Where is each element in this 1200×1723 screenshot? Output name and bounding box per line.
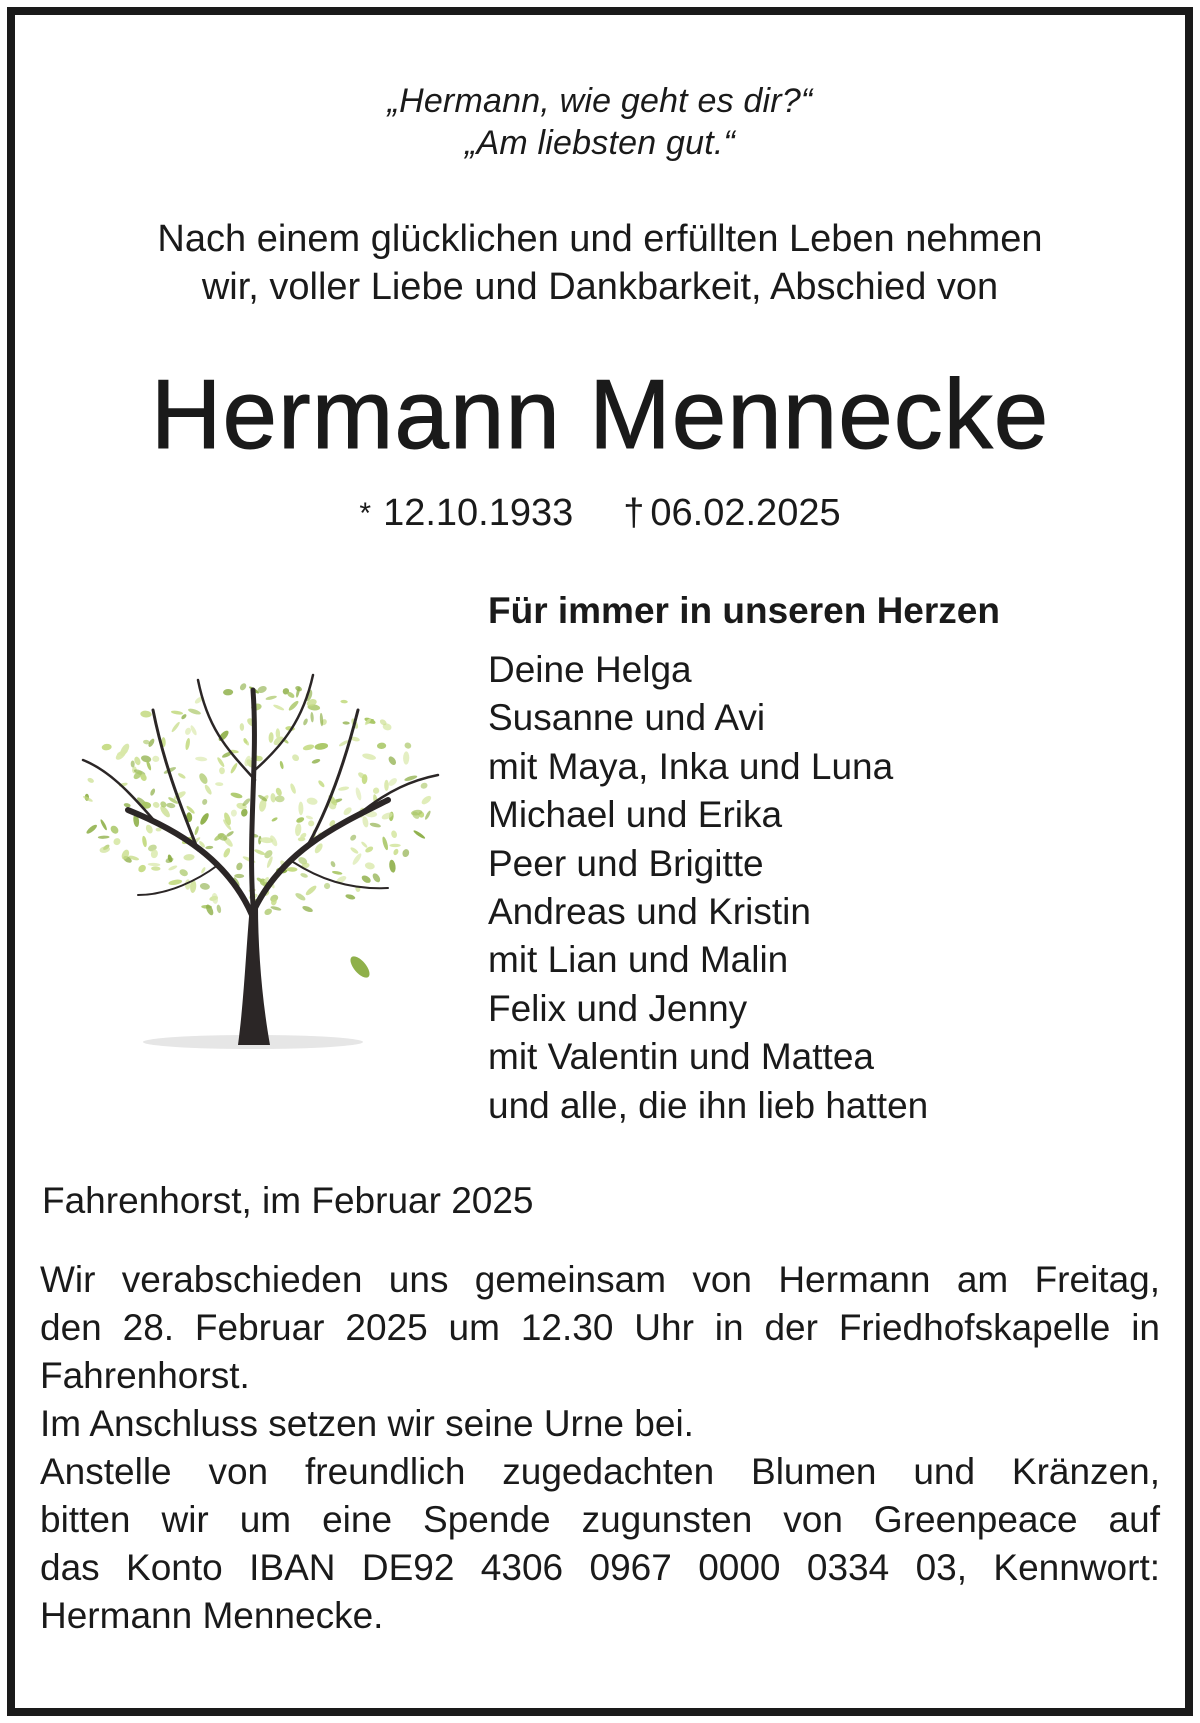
tree-leaf (420, 794, 432, 806)
tree-leaf (140, 710, 152, 718)
tree-leaf (381, 836, 389, 851)
tree-leaf (99, 819, 108, 831)
tree-leaf (360, 874, 372, 885)
funeral-line: Wir verabschieden uns gemeinsam von Hermann am Freitag, (40, 1259, 1160, 1300)
tree-leaf (223, 689, 233, 696)
mourner-line: Felix und Jenny (488, 987, 748, 1029)
tree-leaf (240, 808, 248, 817)
funeral-paragraph-end (40, 1352, 1160, 1448)
tree-leaf (360, 841, 368, 849)
mourners-list (488, 646, 928, 1130)
tree-leaf (302, 743, 315, 751)
tree-leaf (185, 738, 191, 751)
donation-paragraph-end (40, 1592, 1160, 1640)
tree-leaf (265, 695, 277, 701)
tree-leaf (98, 835, 110, 839)
tree-leaf (424, 810, 432, 821)
tree-leaf (332, 870, 343, 875)
tree-leaf (403, 751, 409, 764)
tree-leaf (323, 882, 331, 890)
place-date: Fahrenhorst, im Februar 2025 (42, 1180, 534, 1221)
tree-leaf (404, 741, 413, 749)
tree-leaf (389, 844, 400, 847)
mourner-line: Michael und Erika (488, 794, 783, 836)
tree-illustration (58, 650, 458, 1060)
tree-leaf (287, 700, 299, 712)
tree-leaf (294, 892, 306, 902)
tree-leaf (392, 848, 399, 856)
tree-leaf (195, 756, 208, 761)
tree-leaf (302, 905, 314, 914)
tree-leaf (223, 812, 233, 826)
tree-leaf (387, 777, 398, 788)
tree-leaf (294, 823, 302, 836)
tree-leaf (298, 802, 303, 816)
quote-line-1: „Hermann, wie geht es dir?“ (387, 82, 813, 120)
tree-leaf (295, 816, 305, 824)
death-date: 06.02.2025 (650, 492, 841, 534)
tree-leaf (140, 754, 152, 763)
falling-leaf (347, 953, 373, 981)
mourner-line: Susanne und Avi (488, 697, 766, 739)
tree-leaf (287, 867, 298, 872)
donation-line: Anstelle von freundlich zugedachten Blumen und Kränzen, (40, 1451, 1160, 1492)
tree-leaf (141, 836, 147, 848)
donation-paragraph (40, 1448, 1160, 1592)
tree-leaf (314, 742, 328, 750)
tree-leaf (364, 862, 375, 871)
tree-leaf (177, 772, 186, 780)
tree-leaf (216, 756, 225, 767)
tree-leaf (187, 707, 201, 715)
tree-leaf (254, 848, 266, 856)
tree-leaf (306, 797, 318, 806)
tree-leaf (268, 732, 274, 743)
tree-leaf (361, 816, 369, 828)
tree-leaf (148, 863, 161, 867)
tree-leaf (112, 837, 122, 847)
tree-leaf (199, 882, 210, 890)
tree-leaf (219, 767, 225, 774)
tree-leaf (201, 798, 208, 805)
urn-line: Im Anschluss setzen wir seine Urne bei. (40, 1403, 694, 1444)
tree-leaf (305, 815, 313, 820)
death-symbol: † (623, 492, 645, 534)
quote-line-2: „Am liebsten gut.“ (464, 124, 736, 162)
tree-leaf (377, 742, 387, 749)
tree-leaf (387, 755, 397, 766)
tree-leaf (302, 718, 308, 726)
tree-leaf (362, 752, 377, 761)
donation-line: Hermann Mennecke. (40, 1595, 384, 1636)
tree-leaf (152, 756, 159, 763)
tree-leaf (216, 904, 222, 913)
tree-leaf (342, 721, 349, 725)
tree-leaf (289, 783, 297, 795)
tree-leaf (275, 796, 285, 803)
tree-leaf (151, 866, 161, 871)
tree-leaf (338, 786, 350, 792)
tree-leaf (198, 772, 210, 785)
mourner-line: mit Valentin und Mattea (488, 1036, 874, 1078)
tree-leaf (194, 826, 200, 836)
tree-leaf (340, 700, 348, 704)
tree-leaf (349, 834, 357, 842)
tree-leaf (231, 809, 238, 817)
tree-leaf (152, 801, 161, 809)
tree-leaf (413, 829, 426, 840)
tree-leaf (270, 793, 276, 803)
tree-leaf (178, 868, 189, 878)
tree-leaf (275, 787, 283, 797)
life-dates (0, 492, 1200, 535)
mourner-line: Deine Helga (488, 649, 692, 690)
tree-leaf (342, 806, 353, 817)
tree-leaf (225, 830, 234, 838)
tree-leaf (183, 854, 195, 861)
tree-leaf (420, 782, 429, 790)
intro-line-1: Nach einem glücklichen und erfüllten Leben nehmen (157, 218, 1043, 260)
tree-leaf (369, 822, 381, 828)
tree-leaf (311, 758, 321, 764)
mourner-line: mit Lian und Malin (488, 939, 789, 981)
tree-leaf (171, 710, 184, 715)
funeral-line: Fahrenhorst. (40, 1355, 250, 1396)
tree-leaf (317, 779, 325, 788)
mourner-line: Andreas und Kristin (488, 890, 811, 932)
tree-leaf (171, 721, 181, 733)
funeral-line: den 28. Februar 2025 um 12.30 Uhr in der Friedhofskapelle in (40, 1307, 1160, 1348)
tree-leaf (330, 860, 337, 868)
tree-leaf (131, 760, 135, 767)
tree-leaf (349, 846, 359, 855)
tree-leaf (149, 788, 156, 797)
tree-leaf (168, 879, 182, 886)
tree-leaf (401, 848, 410, 858)
tree-leaf (235, 862, 244, 872)
tree-leaf (304, 884, 317, 897)
donation-line: bitten wir um eine Spende zugunsten von Greenpeace auf (40, 1499, 1160, 1540)
tree-leaf (240, 723, 245, 731)
tree-leaf (166, 802, 176, 809)
tree-leaf (211, 893, 219, 905)
tree-leaf (199, 812, 211, 826)
tree-leaf (87, 777, 95, 784)
tree-leaf (371, 872, 382, 884)
tree-leaf (351, 852, 363, 866)
mourner-line: Peer und Brigitte (488, 842, 764, 884)
tree-leaf (234, 874, 244, 878)
tree-leaf (355, 787, 363, 801)
tree-leaf (137, 863, 147, 873)
tree-leaf (263, 907, 273, 916)
tree-leaf (222, 847, 231, 858)
tree-leaf (85, 823, 98, 835)
tree-leaf (384, 780, 389, 791)
birth-symbol: * (359, 497, 372, 530)
intro-line-2: wir, voller Liebe und Dankbarkeit, Abschied von (201, 266, 999, 308)
funeral-paragraph (40, 1256, 1160, 1352)
tree-leaf (279, 761, 284, 770)
tree-leaf (229, 762, 238, 774)
tree-leaf (291, 753, 301, 763)
tree-leaf (273, 704, 285, 712)
tree-leaf (101, 743, 112, 750)
mourner-line: und alle, die ihn lieb hatten (488, 1084, 929, 1126)
tree-leaf (205, 846, 213, 850)
tree-leaf (372, 786, 380, 794)
tree-leaf (308, 820, 314, 826)
mourner-line: mit Maya, Inka und Luna (488, 745, 894, 787)
deceased-name: Hermann Mennecke (150, 359, 1050, 469)
tree-leaf (203, 784, 213, 796)
tree-leaf (388, 859, 396, 873)
tree-leaf (215, 782, 223, 786)
donation-line: das Konto IBAN DE92 4306 0967 0000 0334 03, Kennwort: (40, 1547, 1160, 1588)
tree-leaf (300, 872, 309, 878)
mourners-heading: Für immer in unseren Herzen (488, 590, 1000, 631)
tree-leaf (239, 682, 248, 691)
tree-leaf (271, 816, 278, 822)
tree-leaf (230, 792, 243, 800)
tree-leaf (109, 824, 120, 835)
birth-date: 12.10.1933 (383, 492, 574, 534)
tree-leaf (145, 824, 155, 835)
tree-leaf (168, 864, 178, 871)
tree-leaf (345, 893, 356, 900)
tree-leaf (390, 830, 397, 839)
tree-leaf (310, 712, 314, 723)
